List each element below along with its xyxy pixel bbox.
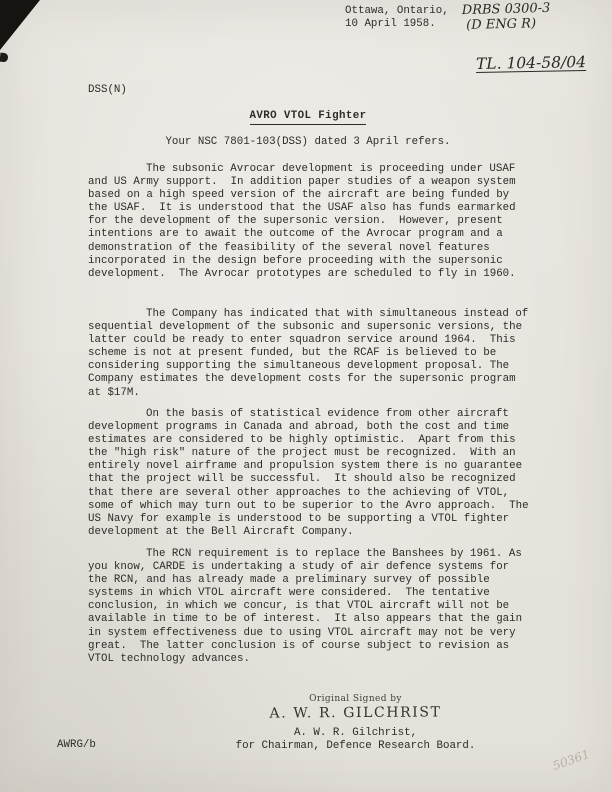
handwritten-file-ref: [462, 1, 551, 33]
reference-line: Your NSC 7801-103(DSS) dated 3 April refers.: [165, 136, 451, 148]
paragraph-2: The Company has indicated that with simultaneous instead of sequential development of the subsonic and supersonic versions, the latter could be ready to enter squadron service around 1964. This scheme is not at present funded, but the RCAF is believed to be considering supporting the simultaneous development proposal. The Company estimates the development costs for the supersonic program at $17M.: [88, 308, 535, 399]
signature-block: [228, 694, 483, 753]
faint-pencil-mark: 50361: [550, 746, 592, 774]
paragraph-1: The subsonic Avrocar development is proceeding under USAF and US Army support. In addition paper studies of a weapon system based on a high speed version of the aircraft are being funded by the USAF. It is understood that the USAF also has funds earmarked for the development of the supersonic version. However, present intentions are to await the outcome of the Avrocar program and a demonstration of the feasibility of the several novel features incorporated in the design before proceeding with the supersonic development. The Avrocar prototypes are scheduled to fly in 1960.: [88, 163, 523, 280]
dateline-place: Ottawa, Ontario,: [345, 5, 449, 17]
handwritten-registry-number: TL. 104-58/04: [475, 53, 587, 73]
handwritten-file-ref-line2: (D ENG R): [466, 16, 537, 34]
handwritten-file-ref-line1: DRBS 0300-3: [461, 0, 551, 19]
letter-title-row: [88, 110, 528, 125]
typist-initials: AWRG/b: [57, 739, 96, 751]
addressee: DSS(N): [88, 84, 127, 96]
scan-edge-mark: [0, 53, 8, 63]
signed-typed-name: A. W. R. Gilchrist,: [293, 727, 418, 739]
signed-typed-title: for Chairman, Defence Research Board.: [235, 740, 476, 753]
paragraph-4: The RCN requirement is to replace the Banshees by 1961. As you know, CARDE is undertaking a study of air defence systems for the RCN, and has already made a preliminary survey of possible systems in which VTOL aircraft were considered. The tentative conclusion, in which we concur, is that VTOL aircraft will not be available in time to be of interest. It also appears that the gain in system effectiveness due to using VTOL aircraft may not be very great. The latter conclusion is of course subject to revision as VTOL technology advances.: [88, 548, 529, 665]
scan-corner-artifact: [0, 0, 40, 50]
dateline-date: 10 April 1958.: [345, 18, 436, 31]
dateline: [345, 5, 449, 31]
letter-title: AVRO VTOL Fighter: [250, 110, 367, 125]
signature: A. W. R. GILCHRIST: [269, 704, 442, 722]
original-signed-by-note: Original Signed by: [309, 694, 402, 704]
paragraph-3: On the basis of statistical evidence from other aircraft development programs in Canada and abroad, both the cost and time estimates are considered to be highly optimistic. Apart from this the "high risk" nature of the project must be recognized. With an entirely novel airframe and propulsion system there is no guarantee that the project will be successful. It should also be recognized that there are several other approaches to the achieving of VTOL, some of which may turn out to be superior to the Avro approach. The US Navy for example is understood to be supporting a VTOL fighter development at the Bell Aircraft Company.: [88, 408, 536, 538]
